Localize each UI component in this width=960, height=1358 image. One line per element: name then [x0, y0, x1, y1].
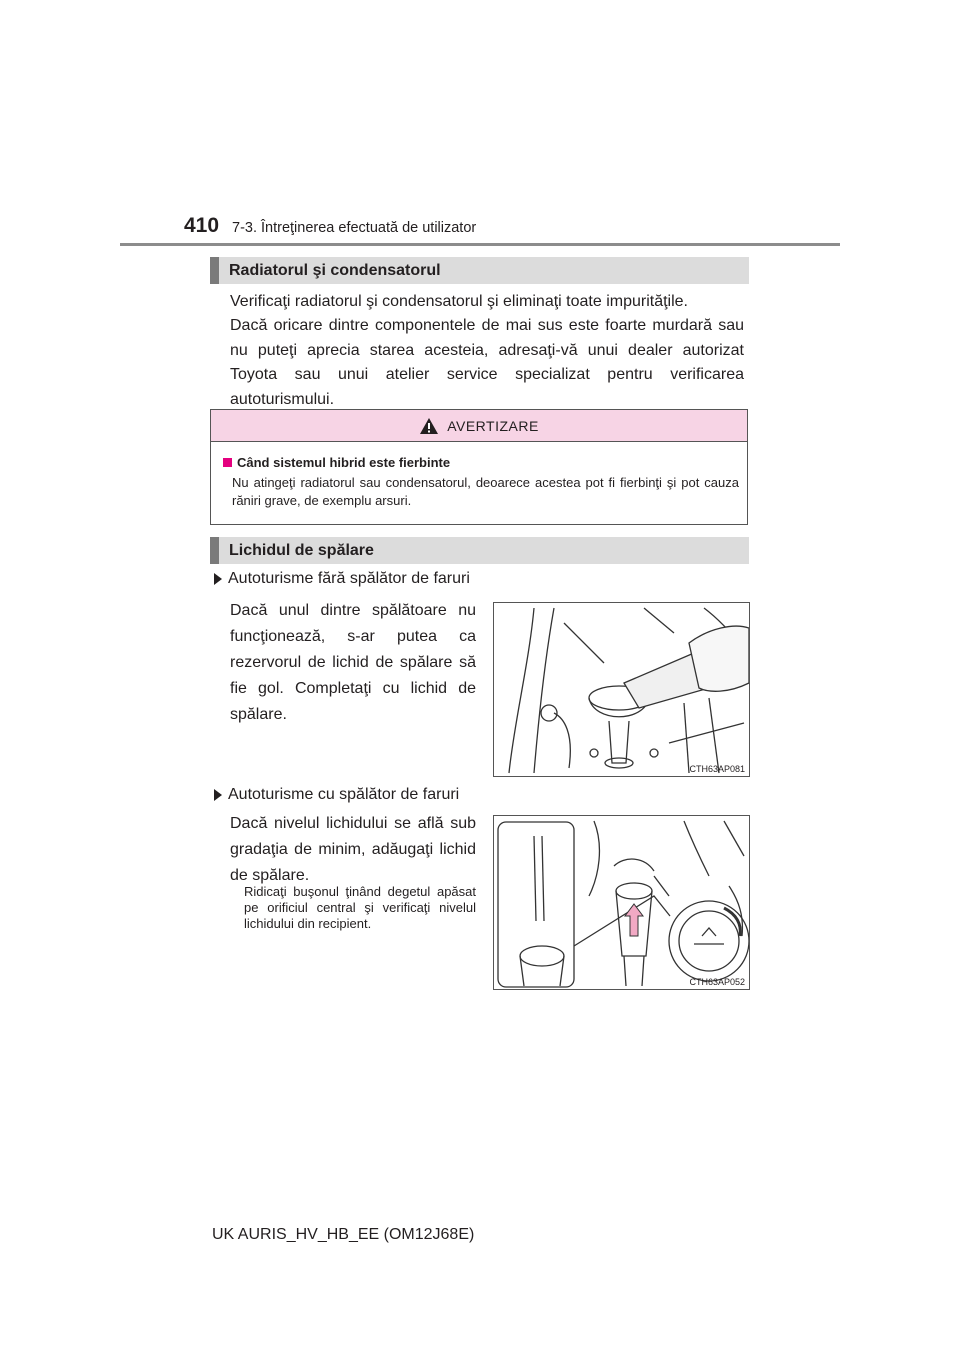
section-heading-label: Lichidul de spălare	[229, 541, 374, 559]
radiator-paragraph-2: Dacă oricare dintre componentele de mai sus este foarte murdară sau nu puteţi aprecia starea acesteia, adresaţi-vă unui dealer autorizat Toyota sau unui atelier service specializat pentru verificarea autoturismului.	[230, 317, 744, 408]
warning-title	[223, 455, 450, 470]
section-heading-tab	[210, 537, 219, 564]
warning-label: AVERTIZARE	[447, 417, 539, 434]
figure-washer-level-check	[493, 815, 750, 990]
radiator-paragraph-1: Verificaţi radiatorul şi condensatorul şi eliminaţi toate impurităţile.	[230, 293, 688, 310]
figure-code: CTH63AP081	[689, 764, 745, 774]
warning-body: Nu atingeţi radiatorul sau condensatorul, deoarece acestea pot fi fierbinţi şi pot cauza răniri grave, de exemplu arsuri.	[232, 475, 739, 508]
header-rule	[120, 243, 840, 246]
item2-text: Dacă nivelul lichidului se află sub gradaţia de minim, adăugaţi lichid de spălare.	[230, 815, 476, 884]
washer-refill-illustration	[494, 603, 750, 777]
item2-note: Ridicaţi buşonul ţinând degetul apăsat pe orificiul central şi verificaţi nivelul lichidului din recipient.	[244, 884, 476, 931]
item-with-headlamp-washer	[214, 786, 459, 804]
item-heading: Autoturisme fără spălător de faruri	[228, 570, 470, 587]
page-number: 410	[184, 214, 220, 237]
warning-title-text: Când sistemul hibrid este fierbinte	[237, 455, 451, 470]
section-heading-washer-fluid	[210, 537, 749, 564]
square-bullet-icon	[223, 458, 232, 467]
figure-washer-refill	[493, 602, 750, 777]
item-without-headlamp-washer	[214, 570, 470, 588]
chapter-title: 7-3. Întreţinerea efectuată de utilizator	[232, 220, 477, 236]
warning-triangle-icon	[419, 417, 439, 435]
warning-box	[210, 409, 748, 525]
section-heading-radiator	[210, 257, 749, 284]
arrow-bullet-icon	[214, 789, 222, 801]
figure-code: CTH63AP052	[689, 977, 745, 987]
arrow-bullet-icon	[214, 573, 222, 585]
footer-model: UK AURIS_HV_HB_EE (OM12J68E)	[212, 1226, 475, 1243]
item1-text: Dacă unul dintre spălătoare nu funcţionează, s-ar putea ca rezervorul de lichid de spălare să fie gol. Completaţi cu lichid de spălare.	[230, 602, 476, 723]
warning-header	[211, 410, 747, 442]
washer-level-check-illustration	[494, 816, 750, 990]
section-heading-tab	[210, 257, 219, 284]
section-heading-label: Radiatorul şi condensatorul	[229, 261, 441, 279]
item-heading: Autoturisme cu spălător de faruri	[228, 786, 460, 803]
